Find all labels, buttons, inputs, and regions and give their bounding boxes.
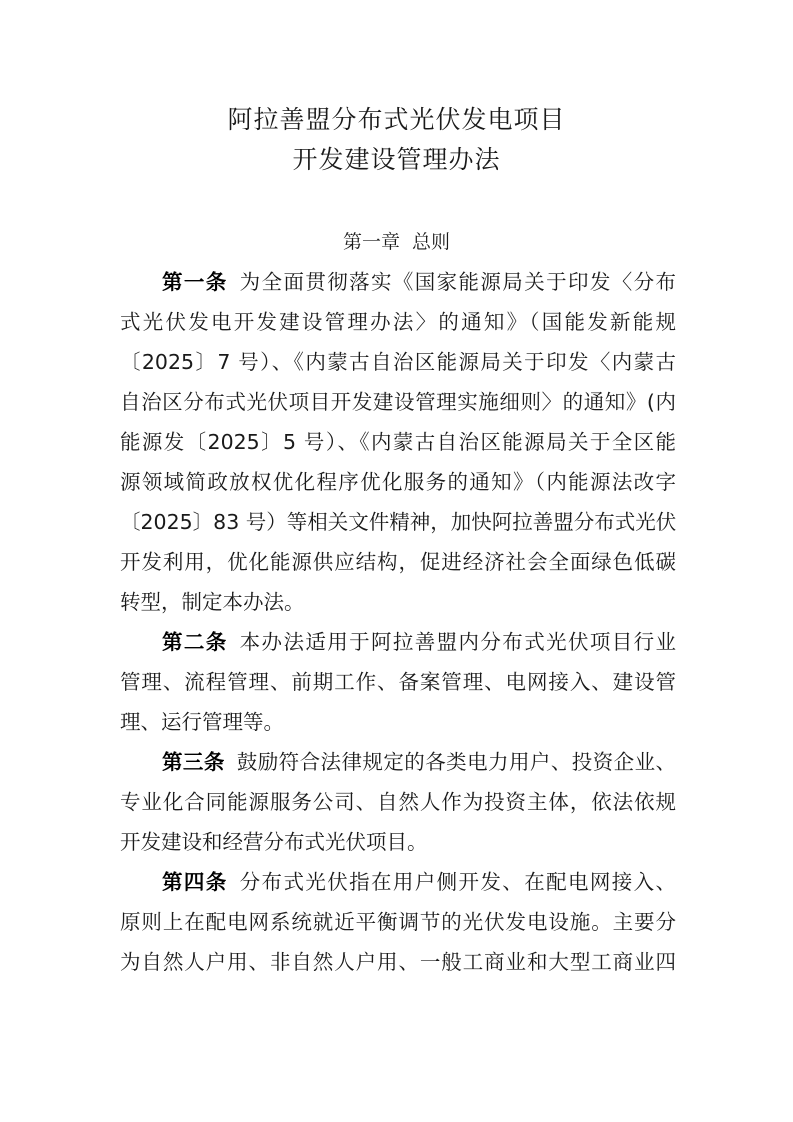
article-3-label: 第三条: [162, 750, 225, 774]
article-1-line-3: 〔2025〕7 号）、《内蒙古自治区能源局关于印发〈内蒙古: [120, 350, 676, 374]
article-1-label: 第一条: [162, 270, 228, 294]
article-1-line-7: 〔2025〕83 号）等相关文件精神，加快阿拉善盟分布式光伏: [120, 510, 676, 534]
article-4-line-2: 原则上在配电网系统就近平衡调节的光伏发电设施。主要分: [120, 910, 676, 934]
article-4-line-3: 为自然人户用、非自然人户用、一般工商业和大型工商业四: [120, 950, 676, 974]
article-2-line-1: [162, 622, 676, 662]
chapter-number: 第一章: [342, 231, 400, 253]
article-1-line-9: 转型，制定本办法。: [120, 590, 305, 614]
article-2-line-3: 理、运行管理等。: [120, 710, 284, 734]
article-3-line-2: 专业化合同能源服务公司、自然人作为投资主体，依法依规: [120, 790, 676, 814]
article-2-text: 本办法适用于阿拉善盟内分布式光伏项目行业: [239, 630, 676, 654]
article-1-line-5: 能源发〔2025〕5 号）、《内蒙古自治区能源局关于全区能: [120, 430, 676, 454]
article-3-line-1: [162, 742, 676, 782]
article-1-line-8: 开发利用，优化能源供应结构，促进经济社会全面绿色低碳: [120, 550, 676, 574]
article-2-label: 第二条: [162, 630, 228, 654]
article-1-line-1: [162, 262, 676, 302]
article-4-line-1: [162, 862, 676, 902]
article-4-label: 第四条: [162, 870, 228, 894]
article-1-line-6: 源领域简政放权优化程序优化服务的通知》（内能源法改字: [120, 470, 676, 494]
article-1-line-4: 自治区分布式光伏项目开发建设管理实施细则〉的通知》(内: [120, 390, 676, 414]
chapter-heading: [0, 224, 793, 260]
article-3-line-3: 开发建设和经营分布式光伏项目。: [120, 830, 428, 854]
document-title-line-1: 阿拉善盟分布式光伏发电项目: [227, 105, 566, 134]
article-1-text: 为全面贯彻落实《国家能源局关于印发〈分布: [239, 270, 676, 294]
chapter-title: 总则: [412, 231, 451, 253]
article-1-line-2: 式光伏发电开发建设管理办法〉的通知》（国能发新能规: [120, 310, 676, 334]
article-3-text: 鼓励符合法律规定的各类电力用户、投资企业、: [236, 750, 676, 774]
document-title-line-2: 开发建设管理办法: [292, 145, 501, 174]
article-2-line-2: 管理、流程管理、前期工作、备案管理、电网接入、建设管: [120, 670, 676, 694]
article-4-text: 分布式光伏指在用户侧开发、在配电网接入、: [239, 870, 676, 894]
